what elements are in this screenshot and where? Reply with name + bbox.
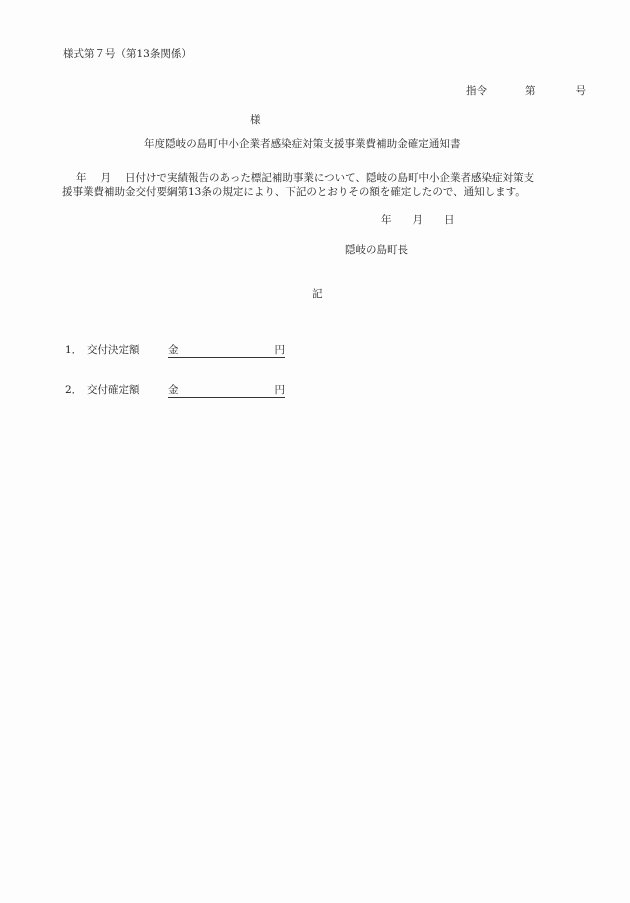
body-line-2: 援事業費補助金交付要綱第13条の規定により、下記のとおりその額を確定したので、通知します。 [62, 186, 526, 198]
item-label: 交付決定額 [87, 344, 140, 356]
amount-field [168, 345, 285, 358]
document-title: 年度隠岐の島町中小企業者感染症対策支援事業費補助金確定通知書 [144, 138, 461, 150]
date-month: 月 [412, 214, 423, 226]
body-paragraph [62, 171, 584, 199]
date-year: 年 [381, 214, 392, 226]
issue-date [381, 215, 455, 226]
currency-suffix: 円 [274, 344, 285, 356]
reference-dai: 第 [525, 85, 536, 97]
addressee-suffix: 様 [250, 114, 261, 126]
currency-suffix: 円 [274, 384, 285, 396]
item-label: 交付確定額 [87, 384, 140, 396]
date-day: 日 [444, 214, 455, 226]
body-line-1 [62, 171, 584, 185]
body-text-1: 日付けで実績報告のあった標記補助事業について、隠岐の島町中小企業者感染症対策支 [125, 172, 534, 184]
currency-prefix: 金 [168, 344, 179, 356]
item-number: 1． [65, 344, 83, 356]
item-grant-decision-amount [65, 345, 285, 358]
amount-field [168, 385, 285, 398]
reference-number [466, 86, 586, 97]
currency-prefix: 金 [168, 384, 179, 396]
item-number: 2． [65, 384, 83, 396]
body-month: 月 [100, 172, 111, 184]
reference-go: 号 [575, 85, 586, 97]
form-number: 様式第７号（第13条関係） [63, 48, 192, 60]
item-grant-confirmed-amount [65, 385, 285, 398]
reference-prefix: 指令 [466, 85, 487, 97]
body-year: 年 [76, 172, 87, 184]
issuer-name: 隠岐の島町長 [345, 244, 408, 256]
ki-heading: 記 [312, 288, 323, 300]
